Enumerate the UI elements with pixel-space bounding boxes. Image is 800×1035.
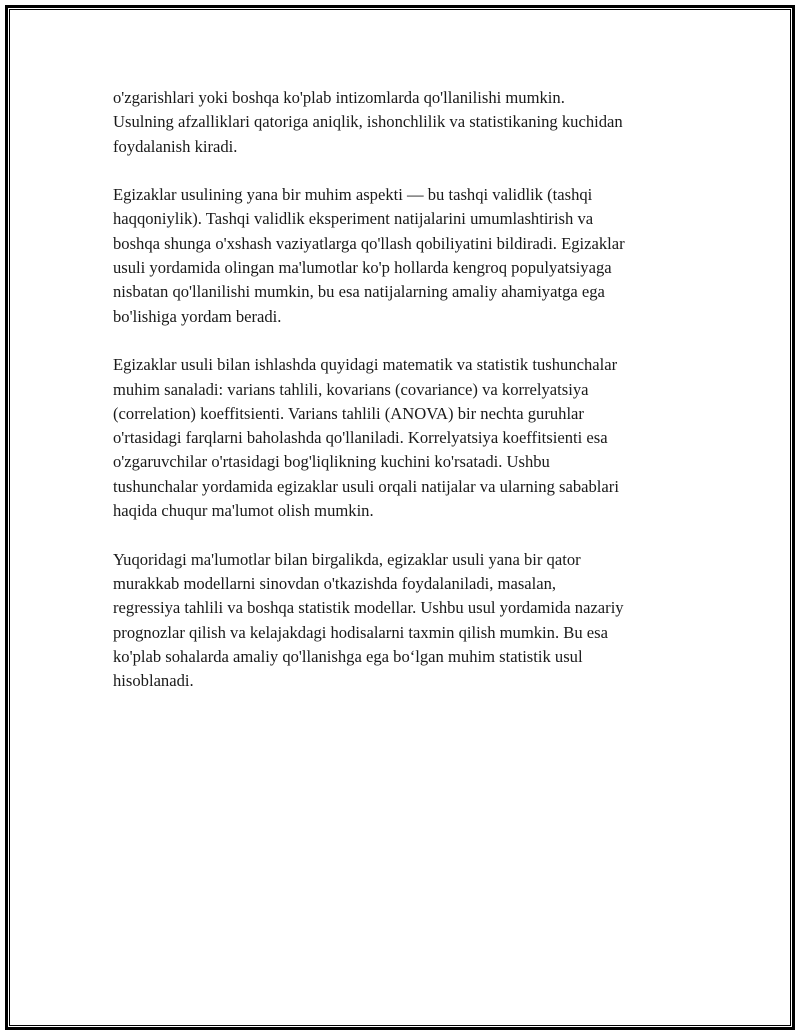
paragraph-4: Yuqoridagi ma'lumotlar bilan birgalikda, egizaklar usuli yana bir qator murakkab modellarni sinovdan o'tkazishda foydalaniladi, masalan, regressiya tahlili va boshqa statistik modellar. Ushbu usul yordamida nazariy prognozlar qilish va kelajakdagi hodisalarni taxmin qilish mumkin. Bu esa ko'plab sohalarda amaliy qo'llanishga ega bo‘lgan muhim statistik usul hisoblanadi. (113, 549, 624, 691)
paragraph-1: o'zgarishlari yoki boshqa ko'plab intizomlarda qo'llanilishi mumkin. Usulning afzalliklari qatoriga aniqlik, ishonchlilik va statistikaning kuchidan foydalanish kiradi. (113, 88, 623, 156)
document-body (113, 86, 693, 718)
paragraph-3: Egizaklar usuli bilan ishlashda quyidagi matematik va statistik tushunchalar muhim sanaladi: varians tahlili, kovarians (covariance) va korrelyatsiya (correlation) koeffitsienti. Varians tahlili (ANOVA) bir nechta guruhlar o'rtasidagi farqlarni baholashda qo'llaniladi. Korrelyatsiya koeffitsienti esa o'zgaruvchilar o'rtasidagi bog'liqlikning kuchini ko'rsatadi. Ushbu tushunchalar yordamida egizaklar usuli orqali natijalar va ularning sabablari haqida chuqur ma'lumot olish mumkin. (113, 355, 619, 521)
paragraph-2: Egizaklar usulining yana bir muhim aspekti — bu tashqi validlik (tashqi haqqoniylik). Tashqi validlik eksperiment natijalarini umumlashtirish va boshqa shunga o'xshash vaziyatlarga qo'llash qobiliyatini bildiradi. Egizaklar usuli yordamida olingan ma'lumotlar ko'p hollarda kengroq populyatsiyaga nisbatan qo'llanilishi mumkin, bu esa natijalarning amaliy ahamiyatga ega bo'lishiga yordam beradi. (113, 185, 625, 326)
